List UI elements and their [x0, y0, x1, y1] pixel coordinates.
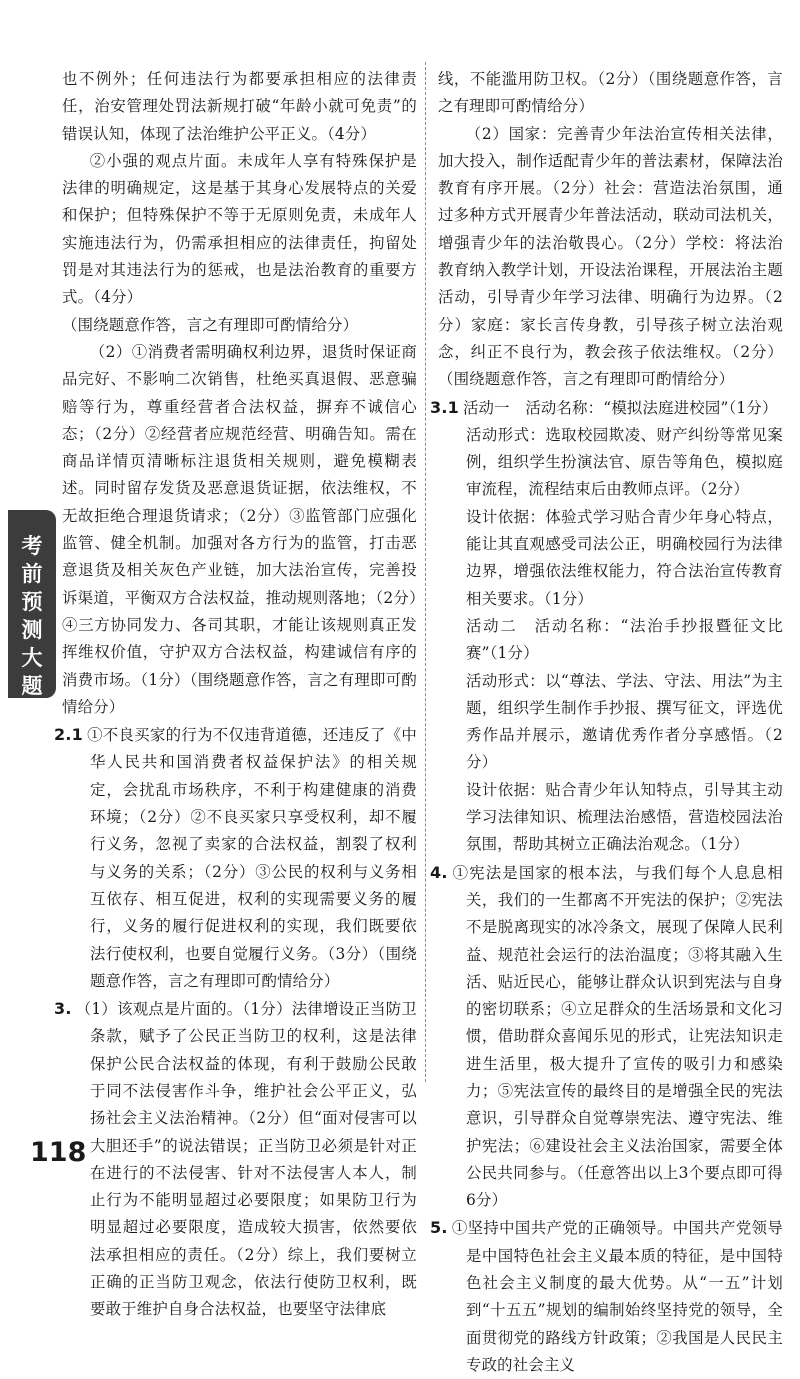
- answer-number: 2.1: [54, 725, 83, 745]
- paragraph: （2）①消费者需明确权利边界，退货时保证商品完好、不影响二次销售，杜绝买真退假、恶意骗赔等行为，尊重经营者合法权益，摒弃不诚信心态；（2分）②经营者应规范经营、明确告知。需在商品详情页清晰标注退货相关规则，避免模糊表述。同时留存发货及恶意退货证据，依法维权，不无故拒绝合理退货请求；（2分）③监管部门应强化监管、健全机制。加强对各方行为的监管，打击恶意退货及相关灰色产业链，加大法治宣传，完善投诉渠道，平衡双方合法权益，推动规则落地；（2分）④三方协同发力、各司其职，才能让该规则真正发挥维权价值，守护双方合法权益，构建诚信有序的消费市场。（1分）（围绕题意作答，言之有理即可酌情给分）: [62, 342, 417, 716]
- answer-item: [430, 394, 783, 422]
- activity-basis: 设计依据：贴合青少年认知特点，引导其主动学习法律知识、梳理法治感悟，营造校园法治氛围，帮助其树立正确法治观念。（1分）: [466, 780, 783, 854]
- paragraph: （2）国家：完善青少年法治宣传相关法律，加大投入，制作适配青少年的普法素材，保障法治教育有序开展。（2分）社会：营造法治氛围，通过多种方式开展青少年普法活动，联动司法机关，增强青少年的法治敬畏心。（2分）学校：将法治教育纳入教学计划，开设法治课程，开展法治主题活动，引导青少年学习法律、明确行为边界。（2分）家庭：家长言传身教，引导孩子树立法治观念，纠正不良行为，教会孩子依法维权。（2分）（围绕题意作答，言之有理即可酌情给分）: [438, 124, 783, 389]
- answer-item: [430, 859, 783, 1215]
- activity-form: 活动形式：选取校园欺凌、财产纠纷等常见案例，组织学生扮演法官、原告等角色，模拟庭审流程，流程结束后由教师点评。（2分）: [466, 425, 783, 499]
- section-side-tab: [8, 510, 56, 698]
- right-column: [430, 66, 783, 1379]
- answer-number: 3.1: [430, 397, 459, 417]
- answer-text: ①宪法是国家的根本法，与我们每个人息息相关，我们的一生都离不开宪法的保护；②宪法不是脱离现实的冰冷条文，展现了保障人民利益、规范社会运行的法治温度；③将其融入生活、贴近民心，能够让群众认识到宪法与自身的密切联系；④立足群众的生活场景和文化习惯，借助群众喜闻乐见的形式，让宪法知识走进生活里，极大提升了宣传的吸引力和感染力；⑤宪法宣传的最终目的是增强全民的宪法意识，引导群众自觉尊崇宪法、遵守宪法、维护宪法；⑥建设社会主义法治国家，需要全体公民共同参与。（任意答出以上3个要点即可得6分）: [451, 863, 783, 1210]
- column-divider: [425, 62, 426, 1082]
- activity-form: 活动形式：以“尊法、学法、守法、用法”为主题，组织学生制作手抄报、撰写征文，评选优秀作品并展示，邀请优秀作者分享感悟。（2分）: [466, 671, 783, 772]
- activity-title: 活动二 活动名称：“法治手抄报暨征文比赛”（1分）: [466, 616, 783, 663]
- answer-text: ①不良买家的行为不仅违背道德，还违反了《中华人民共和国消费者权益保护法》的相关规定，会扰乱市场秩序，不利于构建健康的消费环境；（2分）②不良买家只享受权利，却不履行义务，忽视了卖家的合法权益，割裂了权利与义务的关系；（2分）③公民的权利与义务相互依存、相互促进，权利的实现需要义务的履行，义务的履行促进权利的实现，我们既要依法行使权利，也要自觉履行义务。（3分）（围绕题意作答，言之有理即可酌情给分）: [86, 726, 417, 990]
- activity-title: 活动一 活动名称：“模拟法庭进校园”（1分）: [462, 398, 778, 417]
- answer-number: 4.: [430, 862, 448, 882]
- answer-text: ①坚持中国共产党的正确领导。中国共产党领导是中国特色社会主义最本质的特征，是中国特色社会主义制度的最大优势。从“一五”计划到“十五五”规划的编制始终坚持党的领导，全面贯彻党的路线方针政策；②我国是人民民主专政的社会主义: [451, 1219, 783, 1374]
- page-number: 118: [30, 1137, 87, 1168]
- activity-basis: 设计依据：体验式学习贴合青少年身心特点，能让其直观感受司法公正，明确校园行为法律边界，增强依法维权能力，符合法治宣传教育相关要求。（1分）: [466, 507, 783, 608]
- answer-number: 5.: [430, 1218, 448, 1238]
- answer-number: 3.: [54, 999, 72, 1019]
- paragraph: 线，不能滥用防卫权。（2分）（围绕题意作答，言之有理即可酌情给分）: [438, 70, 783, 116]
- answer-text: （1）该观点是片面的。（1分）法律增设正当防卫条款，赋予了公民正当防卫的权利，这是法律保护公民合法权益的体现，有利于鼓励公民敢于同不法侵害作斗争，维护社会公平正义，弘扬社会主义法治精神。（2分）但“面对侵害可以大胆还手”的说法错误；正当防卫必须是针对正在进行的不法侵害、针对不法侵害人本人，制止行为不能明显超过必要限度；如果防卫行为明显超过必要限度，造成较大损害，依然要依法承担相应的责任。（2分）综上，我们要树立正确的正当防卫观念，依法行使防卫权利，既要敢于维护自身合法权益，也要坚守法律底: [75, 1000, 417, 1319]
- answer-item: [430, 1214, 783, 1379]
- paragraph: （围绕题意作答，言之有理即可酌情给分）: [62, 315, 359, 334]
- answer-item: [54, 721, 417, 995]
- paragraph: 也不例外；任何违法行为都要承担相应的法律责任，治安管理处罚法新规打破“年龄小就可免责”的错误认知，体现了法治维护公平正义。（4分）: [62, 70, 417, 143]
- paragraph: ②小强的观点片面。未成年人享有特殊保护是法律的明确规定，这是基于其身心发展特点的关爱和保护；但特殊保护不等于无原则免责，未成年人实施违法行为，仍需承担相应的法律责任，拘留处罚是对其违法行为的惩戒，也是法治教育的重要方式。（4分）: [62, 151, 417, 307]
- side-tab-label: 考前预测大题: [21, 534, 43, 698]
